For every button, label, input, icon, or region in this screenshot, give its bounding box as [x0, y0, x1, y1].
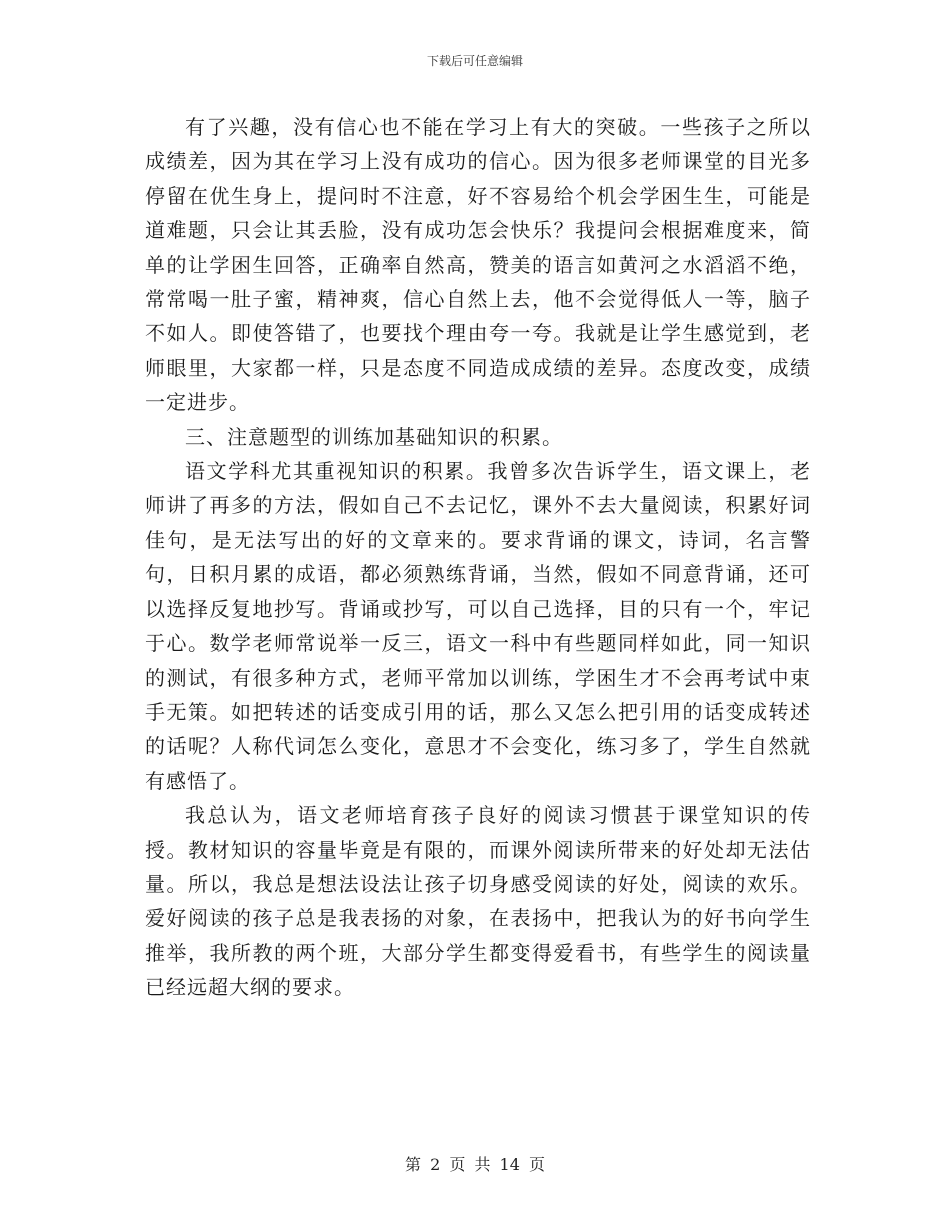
paragraph-knowledge-accumulation: 语文学科尤其重视知识的积累。我曾多次告诉学生，语文课上，老师讲了再多的方法，假如自己不去记忆，课外不去大量阅读，积累好词佳句，是无法写出的好的文章来的。要求背诵的课文，诗词，名言警句，日积月累的成语，都必须熟练背诵，当然，假如不同意背诵，还可以选择反复地抄写。背诵或抄写，可以自己选择，目的只有一个，牢记于心。数学老师常说举一反三，语文一科中有些题同样如此，同一知识的测试，有很多种方式，老师平常加以训练，学困生才不会再考试中束手无策。如把转述的话变成引用的话，那么又怎么把引用的话变成转述的话呢？人称代词怎么变化，意思才不会变化，练习多了，学生自然就有感悟了。 — [145, 459, 811, 793]
page-number-footer: 第 2 页 共 14 页 — [405, 1155, 545, 1174]
paragraph-reading-habits: 我总认为，语文老师培育孩子良好的阅读习惯甚于课堂知识的传授。教材知识的容量毕竟是有限的，而课外阅读所带来的好处却无法估量。所以，我总是想法设法让孩子切身感受阅读的好处，阅读的欢乐。爱好阅读的孩子总是我表扬的对象，在表扬中，把我认为的好书向学生推举，我所教的两个班，大部分学生都变得爱看书，有些学生的阅读量已经远超大纲的要求。 — [145, 803, 811, 1000]
page-header-note: 下载后可任意编辑 — [426, 54, 523, 68]
document-body — [145, 110, 811, 1005]
paragraph-confidence: 有了兴趣，没有信心也不能在学习上有大的突破。一些孩子之所以成绩差，因为其在学习上没有成功的信心。因为很多老师课堂的目光多停留在优生身上，提问时不注意，好不容易给个机会学困生生，可能是道难题，只会让其丢脸，没有成功怎会快乐？我提问会根据难度来，简单的让学困生回答，正确率自然高，赞美的语言如黄河之水滔滔不绝，常常喝一肚子蜜，精神爽，信心自然上去，他不会觉得低人一等，脑子不如人。即使答错了，也要找个理由夸一夸。我就是让学生感觉到，老师眼里，大家都一样，只是态度不同造成成绩的差异。态度改变，成绩一定进步。 — [145, 115, 811, 415]
section-heading-three: 三、注意题型的训练加基础知识的积累。 — [185, 424, 563, 449]
